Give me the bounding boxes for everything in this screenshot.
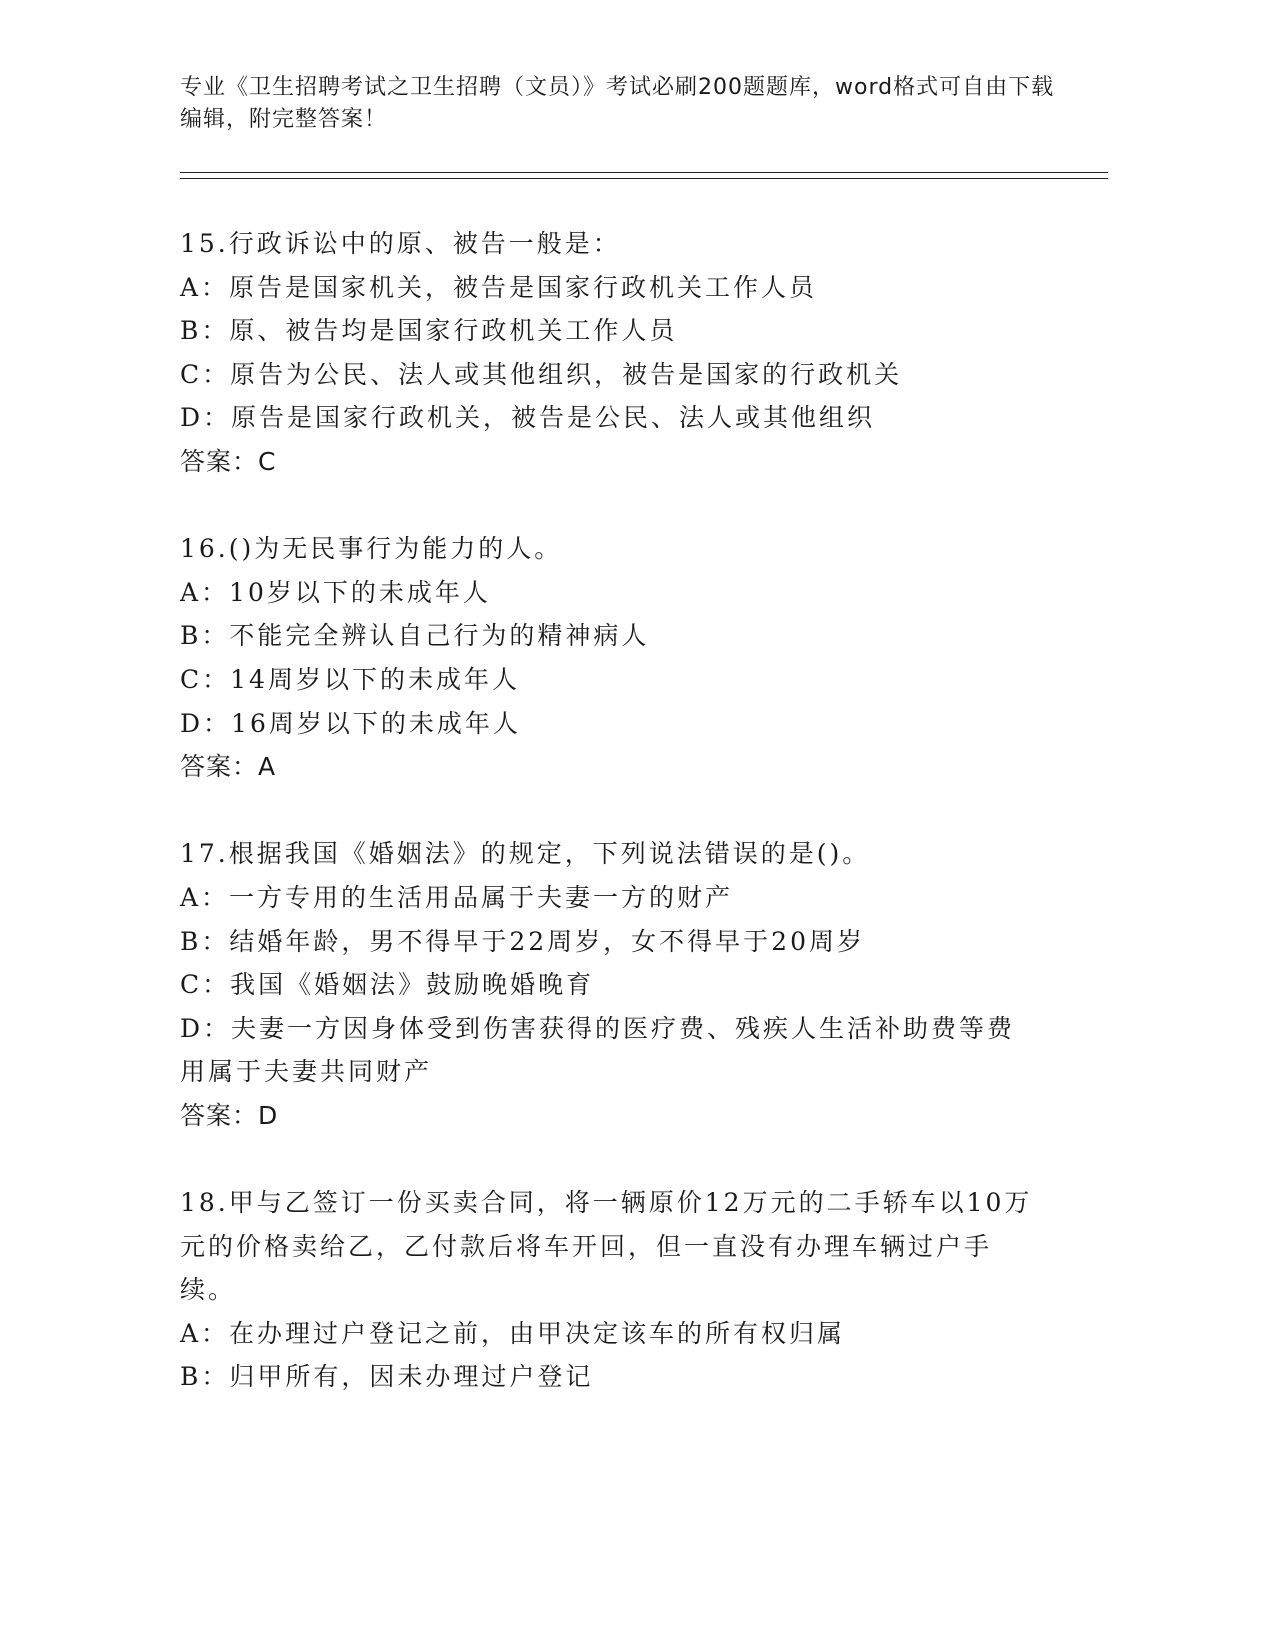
question-block — [180, 832, 1080, 1137]
option-a: A：一方专用的生活用品属于夫妻一方的财产 — [180, 882, 734, 912]
question-stem: 16.()为无民事行为能力的人。 — [180, 534, 563, 564]
header-divider-bottom — [180, 178, 1108, 179]
answer-line: 答案：C — [180, 446, 277, 476]
question-block — [180, 222, 1080, 484]
option-c: C：我国《婚姻法》鼓励晚婚晚育 — [180, 970, 595, 1000]
option-a: A：10岁以下的未成年人 — [180, 577, 491, 607]
spacer — [180, 1137, 1080, 1181]
option-b: B：结婚年龄，男不得早于22周岁，女不得早于20周岁 — [180, 926, 865, 956]
option-d: D：16周岁以下的未成年人 — [180, 708, 521, 738]
answer-line: 答案：D — [180, 1100, 279, 1130]
question-stem: 15.行政诉讼中的原、被告一般是： — [180, 229, 621, 258]
option-d: D：夫妻一方因身体受到伤害获得的医疗费、残疾人生活补助费等费用属于夫妻共同财产 — [180, 1013, 1016, 1087]
option-b: B：不能完全辨认自己行为的精神病人 — [180, 621, 650, 651]
option-b: B：归甲所有，因未办理过户登记 — [180, 1362, 594, 1392]
option-a: A：原告是国家机关，被告是国家行政机关工作人员 — [180, 272, 818, 302]
header-divider-top — [180, 172, 1108, 173]
question-block — [180, 527, 1080, 789]
option-c: C：原告为公民、法人或其他组织，被告是国家的行政机关 — [180, 359, 903, 389]
document-header: 专业《卫生招聘考试之卫生招聘（文员）》考试必刷200题题库，word格式可自由下载编辑，附完整答案！ — [180, 75, 1055, 132]
question-list — [180, 222, 1080, 1399]
option-c: C：14周岁以下的未成年人 — [180, 664, 520, 694]
option-b: B：原、被告均是国家行政机关工作人员 — [180, 316, 678, 346]
spacer — [180, 789, 1080, 833]
spacer — [180, 484, 1080, 528]
question-stem: 17.根据我国《婚姻法》的规定，下列说法错误的是()。 — [180, 839, 871, 869]
option-a: A：在办理过户登记之前，由甲决定该车的所有权归属 — [180, 1318, 846, 1348]
option-d: D：原告是国家行政机关，被告是公民、法人或其他组织 — [180, 403, 876, 433]
question-block — [180, 1181, 1080, 1399]
question-stem: 18.甲与乙签订一份买卖合同，将一辆原价12万元的二手轿车以10万元的价格卖给乙，乙付款后将车开回，但一直没有办理车辆过户手续。 — [180, 1188, 1033, 1305]
answer-line: 答案：A — [180, 752, 277, 782]
